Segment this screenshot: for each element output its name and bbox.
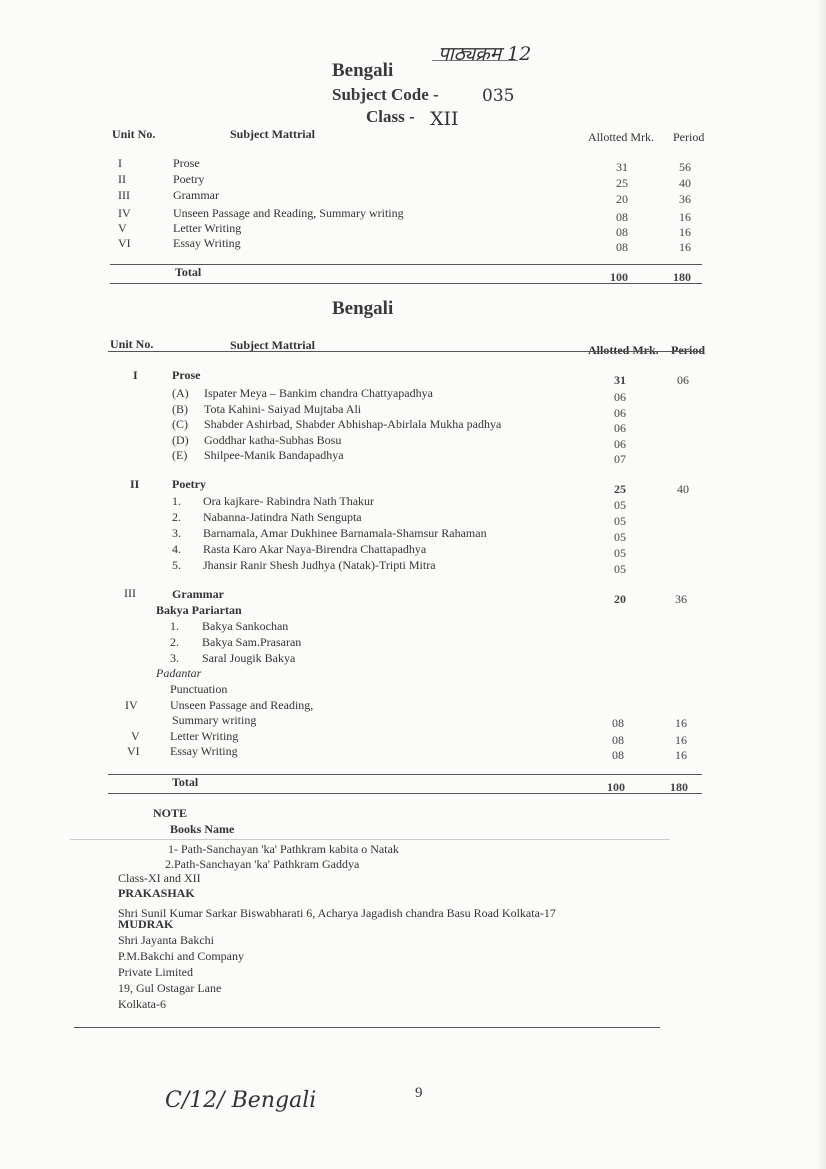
poetry-item-text: Jhansir Ranir Shesh Judhya (Natak)-Tripti Mitra xyxy=(203,558,436,572)
mudrak-heading: MUDRAK xyxy=(118,917,174,931)
book-2: 2.Path-Sanchayan 'ka' Pathkram Gaddya xyxy=(165,857,360,871)
subject-code-label: Subject Code - xyxy=(332,85,439,104)
mudrak-line: P.M.Bakchi and Company xyxy=(118,949,244,963)
t1-row-marks: 08 xyxy=(616,240,628,254)
essay-unit: VI xyxy=(127,744,140,758)
prose-item-index: (B) xyxy=(172,401,188,416)
prose-label: Prose xyxy=(172,368,201,382)
book-1: 1- Path-Sanchayan 'ka' Pathkram kabita o Natak xyxy=(168,842,399,856)
mudrak-line: Private Limited xyxy=(118,965,193,979)
t2-header-rule xyxy=(108,351,704,352)
t1-row-marks: 25 xyxy=(616,176,628,190)
poetry-item-marks: 05 xyxy=(614,514,626,528)
t1-row-period: 16 xyxy=(679,210,691,224)
t1-row-material: Grammar xyxy=(173,188,219,202)
prose-item-marks: 06 xyxy=(614,390,626,404)
prose-item-index: (D) xyxy=(172,432,189,447)
punctuation-label: Punctuation xyxy=(170,682,228,696)
poetry-marks: 25 xyxy=(614,482,626,496)
t1-row-marks: 31 xyxy=(616,160,628,174)
poetry-item-text: Barnamala, Amar Dukhinee Barnamala-Shamsur Rahaman xyxy=(203,526,487,540)
prakashak-text: Shri Sunil Kumar Sarkar Biswabharati 6, Acharya Jagadish chandra Basu Road Kolkata-17 xyxy=(118,906,556,920)
class-value: XII xyxy=(430,108,459,130)
prose-marks: 31 xyxy=(614,373,626,387)
t2-header-marks: Allotted Mrk. xyxy=(588,343,659,357)
prose-period: 06 xyxy=(677,373,689,387)
mudrak-line: Shri Jayanta Bakchi xyxy=(118,933,214,947)
poetry-item-text: Nabanna-Jatindra Nath Sengupta xyxy=(203,510,362,524)
t1-row-material: Essay Writing xyxy=(173,236,241,250)
letter-marks: 08 xyxy=(612,733,624,747)
letter-unit: V xyxy=(131,729,140,743)
grammar-item-index: 3. xyxy=(170,651,179,665)
poetry-unit: II xyxy=(130,477,140,491)
subject-code-value: 035 xyxy=(482,86,515,106)
page2-title: Bengali xyxy=(332,298,394,319)
poetry-item-marks: 05 xyxy=(614,562,626,576)
grammar-label: Grammar xyxy=(172,587,224,601)
unseen-line1: Unseen Passage and Reading, xyxy=(170,698,314,712)
prose-item-marks: 06 xyxy=(614,405,626,420)
t1-row-marks: 08 xyxy=(616,225,628,239)
mudrak-line: Kolkata-6 xyxy=(118,997,166,1011)
letter-label: Letter Writing xyxy=(170,729,239,743)
t1-row-material: Unseen Passage and Reading, Summary writing xyxy=(173,206,404,220)
grammar-period: 36 xyxy=(675,592,687,606)
letter-period: 16 xyxy=(675,733,687,747)
note-heading: NOTE xyxy=(153,806,188,820)
t1-header-period: Period xyxy=(673,130,705,144)
grammar-subheading: Bakya Pariartan xyxy=(156,603,242,617)
t1-header-marks: Allotted Mrk. xyxy=(588,130,654,144)
t1-row-unit: VI xyxy=(118,236,131,250)
poetry-item-text: Ora kajkare- Rabindra Nath Thakur xyxy=(203,494,375,508)
t1-row-unit: III xyxy=(118,188,130,202)
prose-item-marks: 06 xyxy=(614,421,626,435)
prose-item-text: Shabder Ashirbad, Shabder Abhishap-Abirlala Mukha padhya xyxy=(204,417,502,431)
grammar-item-text: Bakya Sam.Prasaran xyxy=(202,635,302,649)
prose-item-index: (E) xyxy=(172,448,188,462)
t1-header-material: Subject Mattrial xyxy=(230,127,315,141)
t2-header-unit: Unit No. xyxy=(110,337,154,351)
t1-row-unit: II xyxy=(118,172,126,186)
prose-item-marks: 07 xyxy=(614,452,626,466)
t1-row-unit: I xyxy=(118,156,122,170)
poetry-period: 40 xyxy=(677,482,689,496)
mudrak-line: 19, Gul Ostagar Lane xyxy=(118,981,222,995)
t1-row-material: Letter Writing xyxy=(173,221,242,235)
essay-marks: 08 xyxy=(612,748,624,762)
t2-total-label: Total xyxy=(172,775,199,789)
books-heading: Books Name xyxy=(170,822,235,836)
t1-row-unit: IV xyxy=(118,206,131,220)
handwritten-footer-note: C/12/ Bengali xyxy=(165,1088,317,1113)
t1-row-marks: 08 xyxy=(616,210,628,224)
prose-item-text: Ispater Meya – Bankim chandra Chattyapadhya xyxy=(204,386,433,400)
poetry-item-index: 1. xyxy=(172,494,181,508)
prose-item-index: (C) xyxy=(172,417,188,431)
prose-item-text: Shilpee-Manik Bandapadhya xyxy=(204,448,344,462)
t1-row-unit: V xyxy=(118,221,127,235)
grammar-item-index: 2. xyxy=(170,635,179,649)
t1-total-period: 180 xyxy=(673,270,691,284)
grammar-marks: 20 xyxy=(614,592,626,606)
grammar-item-index: 1. xyxy=(170,619,179,633)
padantar-label: Padantar xyxy=(156,666,202,680)
poetry-item-marks: 05 xyxy=(614,546,626,560)
poetry-item-index: 4. xyxy=(172,542,181,556)
t2-total-period: 180 xyxy=(670,780,688,794)
unseen-unit: IV xyxy=(125,698,138,712)
poetry-item-index: 2. xyxy=(172,510,181,524)
unseen-marks: 08 xyxy=(612,716,624,730)
t2-header-material: Subject Mattrial xyxy=(230,338,315,352)
page1-title: Bengali xyxy=(332,60,394,81)
essay-period: 16 xyxy=(675,748,687,762)
t1-row-material: Poetry xyxy=(173,172,205,186)
prose-item-index: (A) xyxy=(172,386,189,400)
t2-header-period: Period xyxy=(671,343,705,357)
poetry-item-index: 3. xyxy=(172,526,181,540)
t1-total-marks: 100 xyxy=(610,270,628,284)
t1-total-rule-bottom xyxy=(110,283,702,284)
grammar-item-text: Saral Jougik Bakya xyxy=(202,651,296,665)
class-line: Class-XI and XII xyxy=(118,871,201,885)
prakashak-heading: PRAKASHAK xyxy=(118,886,195,900)
t1-row-marks: 20 xyxy=(616,192,628,206)
prose-item-text: Goddhar katha-Subhas Bosu xyxy=(204,432,342,447)
t1-header-unit: Unit No. xyxy=(112,127,156,141)
t1-row-period: 40 xyxy=(679,176,691,190)
poetry-item-marks: 05 xyxy=(614,498,626,512)
t2-total-marks: 100 xyxy=(607,780,625,794)
t1-row-period: 16 xyxy=(679,240,691,254)
scan-edge-shadow xyxy=(816,0,826,1169)
t1-row-material: Prose xyxy=(173,156,200,170)
page-number: 9 xyxy=(415,1085,423,1101)
handwritten-top-note: पाठ्यक्रम 12 xyxy=(438,43,532,65)
t1-row-period: 56 xyxy=(679,160,691,174)
prose-item-marks: 06 xyxy=(614,436,626,451)
prose-unit: I xyxy=(133,368,138,382)
t1-total-label: Total xyxy=(175,265,202,279)
note-faint-rule xyxy=(70,839,670,840)
poetry-item-text: Rasta Karo Akar Naya-Birendra Chattapadhya xyxy=(203,542,427,556)
grammar-unit: III xyxy=(124,586,136,600)
footer-rule xyxy=(74,1027,660,1028)
unseen-line2: Summary writing xyxy=(172,713,257,727)
essay-label: Essay Writing xyxy=(170,744,238,758)
prose-item-text: Tota Kahini- Saiyad Mujtaba Ali xyxy=(204,401,362,416)
class-label: Class - xyxy=(366,107,415,126)
handwritten-underline xyxy=(432,60,518,61)
grammar-item-text: Bakya Sankochan xyxy=(202,619,289,633)
poetry-item-marks: 05 xyxy=(614,530,626,544)
t1-row-period: 36 xyxy=(679,192,691,206)
t1-row-period: 16 xyxy=(679,225,691,239)
poetry-label: Poetry xyxy=(172,477,206,491)
unseen-period: 16 xyxy=(675,716,687,730)
poetry-item-index: 5. xyxy=(172,558,181,572)
t2-total-rule-bottom xyxy=(108,793,702,794)
